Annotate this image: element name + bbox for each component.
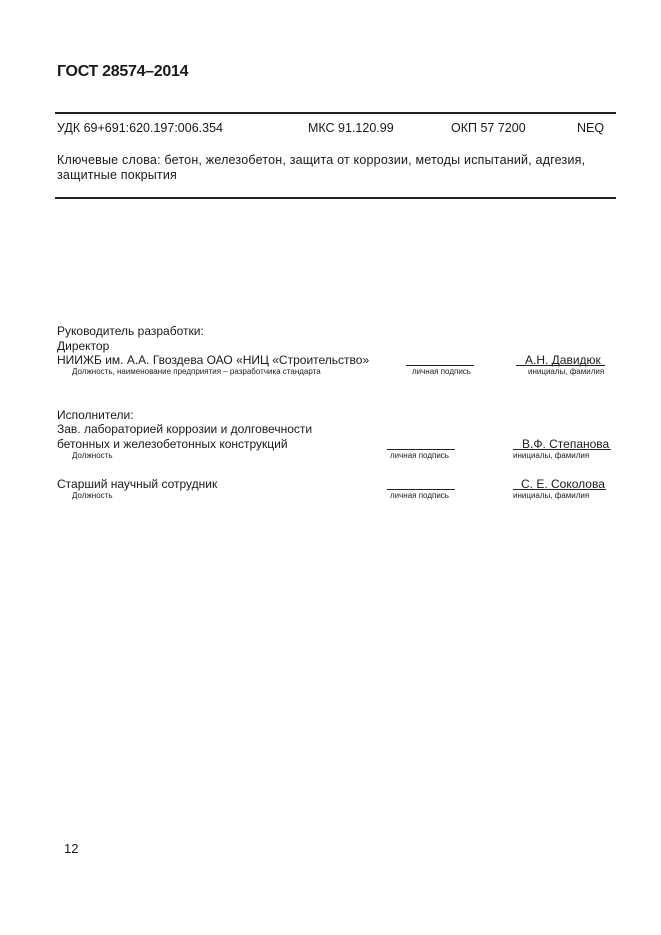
okp-code: ОКП 57 7200	[451, 121, 526, 135]
head-position-caption: Должность, наименование предприятия – разработчика стандарта	[72, 367, 321, 376]
executor-2-name: С. Е. Соколова	[521, 477, 605, 491]
executor-1-position-line-1: Зав. лабораторией коррозии и долговечности	[57, 422, 313, 436]
head-name-caption: инициалы, фамилия	[528, 367, 605, 376]
udk-code: УДК 69+691:620.197:006.354	[57, 121, 223, 135]
executor-2-position-caption: Должность	[72, 491, 113, 500]
executor-1-name-caption: инициалы, фамилия	[513, 451, 590, 460]
executor-1-name: В.Ф. Степанова	[522, 437, 610, 451]
executor-2-name-caption: инициалы, фамилия	[513, 491, 590, 500]
page-number: 12	[64, 841, 79, 856]
keywords-line-2: защитные покрытия	[57, 168, 177, 182]
document-header: ГОСТ 28574–2014	[57, 63, 189, 80]
executor-2-signature-line	[387, 489, 455, 490]
head-signature-caption: личная подпись	[412, 367, 471, 376]
equivalence-code: NEQ	[577, 121, 605, 135]
executor-1-position-caption: Должность	[72, 451, 113, 460]
executor-2-signature-caption: личная подпись	[390, 491, 449, 500]
head-position-line-1: Директор	[57, 339, 110, 353]
mks-code: МКС 91.120.99	[308, 121, 394, 135]
executor-1-position-line-2: бетонных и железобетонных конструкций	[57, 437, 288, 451]
executor-2-position-line-1: Старший научный сотрудник	[57, 477, 218, 491]
executor-1-signature-line	[387, 449, 455, 450]
executors-section-label: Исполнители:	[57, 408, 134, 422]
head-section-label: Руководитель разработки:	[57, 324, 204, 338]
top-divider	[55, 112, 616, 114]
executor-1-signature-caption: личная подпись	[390, 451, 449, 460]
head-signature-line	[406, 365, 474, 366]
keywords-line-1: Ключевые слова: бетон, железобетон, защита от коррозии, методы испытаний, адгезия,	[57, 153, 586, 167]
head-position-line-2: НИИЖБ им. А.А. Гвоздева ОАО «НИЦ «Строительство»	[57, 353, 370, 367]
bottom-divider	[55, 197, 616, 199]
head-name: А.Н. Давидюк	[525, 353, 601, 367]
